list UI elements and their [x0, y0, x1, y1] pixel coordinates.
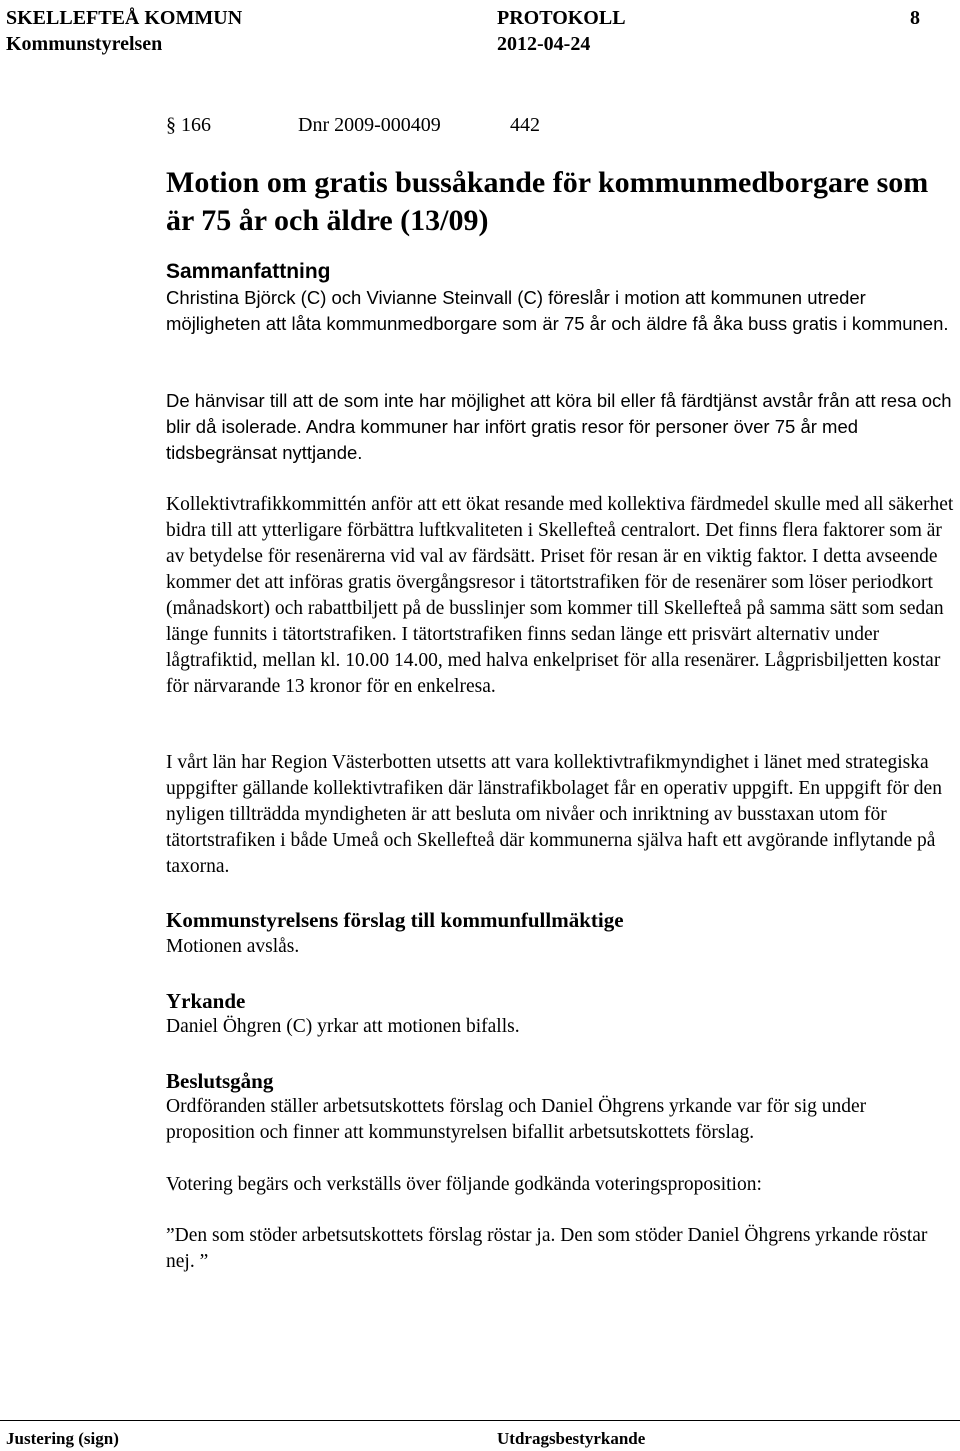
case-reference: [166, 112, 540, 138]
voting-proposition: [166, 1223, 956, 1275]
footer-utdragsbestyrkande: Utdragsbestyrkande: [497, 1429, 646, 1448]
case-code: 442: [510, 114, 540, 136]
proposal-heading: Kommunstyrelsens förslag till kommunfullmäktige: [166, 908, 624, 932]
proposal-text: Motionen avslås.: [166, 936, 300, 957]
header-date: 2012-04-24: [497, 33, 591, 55]
header-doc-type: PROTOKOLL: [497, 7, 626, 29]
summary-paragraph-2: De hänvisar till att de som inte har möjlighet att köra bil eller få färdtjänst avstår från att resa och blir då isolerade. Andra kommuner har infört gratis resor för personer över 75 år med tidsbegränsat nyttjande.: [166, 390, 952, 463]
footer-divider: [0, 1420, 960, 1421]
footer-justering: Justering (sign): [6, 1429, 119, 1448]
body-paragraph-1: Kollektivtrafikkommittén anför att ett ökat resande med kollektiva färdmedel skulle med all säkerhet bidra till att ytterligare förbättra luftkvaliteten i Skellefteå centralort. Det finns flera faktorer som är av betydelse för resenärerna vid val av färdsätt. Priset för resan är en viktig faktor. I detta avseende kommer det att införas gratis övergångsresor i tätortstrafiken för de resenärer som löser periodkort (månadskort) och rabattbiljett på de busslinjer som kommer till Skellefteå på samma sätt som sedan länge funnits i tätortstrafiken. I tätortstrafiken finns sedan länge ett prisvärt alternativ under lågtrafiktid, mellan kl. 10.00 14.00, med halva enkelpriset för alla resenärer. Lågprisbiljetten kostar för närvarande 13 kronor för en enkelresa.: [166, 494, 954, 697]
voting-proposition-text: Den som stöder arbetsutskottets förslag röstar ja. Den som stöder Daniel Öhgrens yrkande röstar nej.: [166, 1225, 928, 1272]
document-title: Motion om gratis bussåkande för kommunmedborgare som är 75 år och äldre (13/09): [166, 166, 929, 237]
open-quote: ”: [166, 1225, 175, 1246]
summary-paragraph-1: Christina Björck (C) och Vivianne Steinvall (C) föreslår i motion att kommunen utreder möjligheten att låta kommunmedborgare som är 75 år och äldre få åka buss gratis i kommunen.: [166, 287, 949, 334]
header-department: Kommunstyrelsen: [6, 33, 163, 55]
page-number: 8: [910, 7, 920, 29]
dnr-number: Dnr 2009-000409: [298, 114, 441, 136]
section-number: § 166: [166, 114, 211, 136]
header-org: SKELLEFTEÅ KOMMUN: [6, 7, 243, 29]
beslutsgang-paragraph-1: Ordföranden ställer arbetsutskottets förslag och Daniel Öhgrens yrkande var för sig under proposition och finner att kommunstyrelsen bifallit arbetsutskottets förslag.: [166, 1096, 867, 1143]
beslutsgang-paragraph-2: Votering begärs och verkställs över följande godkända voteringsproposition:: [166, 1174, 762, 1195]
beslutsgang-heading: Beslutsgång: [166, 1069, 274, 1093]
body-paragraph-2: I vårt län har Region Västerbotten utsetts att vara kollektivtrafikmyndighet i länet med strategiska uppgifter gällande kollektivtrafiken där länstrafikbolaget får en operativ uppgift. En uppgift för den nyligen tillträdda myndigheten är att besluta om nivåer och inriktning av busstaxan utom för tätortstrafiken i både Umeå och Skellefteå där kommunerna själva haft ett avgörande inflytande på taxorna.: [166, 752, 942, 877]
close-quote: ”: [194, 1251, 209, 1272]
yrkande-text: Daniel Öhgren (C) yrkar att motionen bifalls.: [166, 1016, 520, 1037]
yrkande-heading: Yrkande: [166, 989, 246, 1013]
summary-heading: Sammanfattning: [166, 260, 331, 283]
